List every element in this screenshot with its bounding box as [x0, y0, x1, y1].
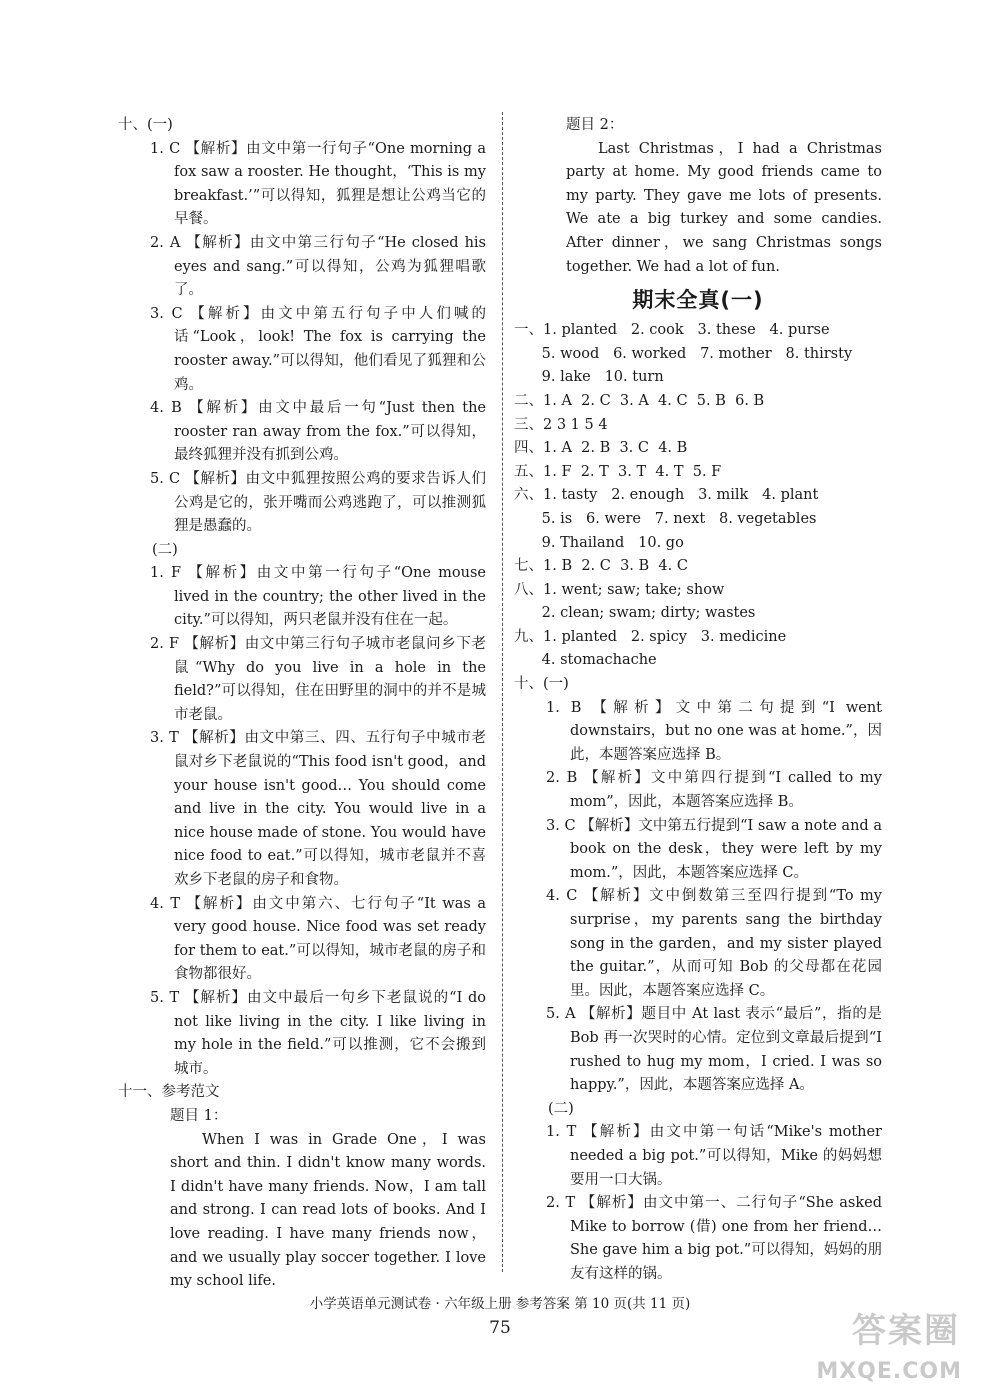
answer-item: 2. T 【解析】由文中第一、二行句子“She asked Mike to borrow (借) one from her friend…She gave him a big pot.”可以得知，妈妈的朋友有这样的锅。: [546, 1195, 882, 1282]
left-column: [118, 114, 486, 1294]
answer-line: 二、1. A 2. C 3. A 4. C 5. B 6. B: [514, 392, 765, 409]
answer-line: 4. stomachache: [514, 652, 657, 669]
topic-1-essay: When I was in Grade One，I was short and thin. I didn't know many words. I didn't have many friends. Now，I am tall and strong. I can read lots of books. And I love reading. I have many friends now，and we usually play soccer together. I love my school life.: [170, 1131, 486, 1290]
right-column: [514, 114, 882, 1287]
section-10-heading: 十、(一): [514, 676, 569, 693]
answer-item: 2. F 【解析】由文中第三行句子城市老鼠问乡下老鼠“Why do you live in a hole in the field?”可以得知，住在田野里的洞中的并不是城市老鼠。: [150, 636, 486, 723]
answer-item: 1. T 【解析】由文中第一句话“Mike's mother needed a big pot.”可以得知，Mike 的妈妈想要用一口大锅。: [546, 1124, 882, 1188]
answer-line: 一、1. planted 2. cook 3. these 4. purse: [514, 322, 830, 339]
answer-item: 5. A 【解析】题目中 At last 表示“最后”，指的是 Bob 再一次哭时的心情。定位到文章最后提到“I rushed to hug my mom，I cried. I was so happy.”，因此，本题答案应选择 A。: [546, 1006, 882, 1094]
answer-item: 1. F 【解析】由文中第一行句子“One mouse lived in the country; the other lived in the city.”可以得知，两只老鼠并没有住在一起。: [150, 565, 486, 629]
topic-1-label: 题目 1：: [170, 1107, 228, 1124]
answer-item: 4. C 【解析】文中倒数第三至四行提到“To my surprise，my parents sang the birthday song in the garden，and my sister played the guitar.”，从而可知 Bob 的父母都在花园里。因此，本题答案应选择 C。: [546, 888, 882, 999]
answer-item: 5. C 【解析】由文中狐狸按照公鸡的要求告诉人们公鸡是它的，张开嘴而公鸡逃跑了，可以推测狐狸是愚蠢的。: [150, 470, 486, 535]
exam-title: 期末全真(一): [632, 288, 764, 313]
page-footer: 小学英语单元测试卷 · 六年级上册 参考答案 第 10 页(共 11 页): [309, 1296, 691, 1312]
topic-2-essay: Last Christmas，I had a Christmas party at home. My good friends came to my party. They gave me lots of presents. We ate a big turkey and some candies. After dinner，we sang Christmas songs together. We had a lot of fun.: [566, 140, 882, 275]
watermark-logo-text: 答案圈: [852, 1311, 960, 1351]
page-number: 75: [489, 1318, 511, 1338]
answer-line: 三、2 3 1 5 4: [514, 416, 608, 433]
part-2-heading: (二): [548, 1100, 574, 1117]
answer-item: 3. T 【解析】由文中第三、四、五行句子中城市老鼠对乡下老鼠说的“This food isn't good，and your house isn't good… You should come and live in the city. You would live in a nice house made of stone. You would have nice food to eat.”可以得知，城市老鼠并不喜欢乡下老鼠的房子和食物。: [150, 730, 486, 888]
part-2-heading: (二): [152, 541, 178, 558]
answer-line: 2. clean; swam; dirty; wastes: [514, 605, 756, 622]
column-divider: [502, 112, 503, 1272]
section-11-heading: 十一、参考范文: [118, 1084, 220, 1101]
answer-item: 3. C 【解析】由文中第五行句子中人们喊的话“Look，look! The fox is carrying the rooster away.”可以得知，他们看见了狐狸和公鸡。: [150, 305, 486, 393]
answer-item: 4. B 【解析】由文中最后一句“Just then the rooster ran away from the fox.”可以得知，最终狐狸并没有抓到公鸡。: [150, 400, 486, 464]
section-10-heading: 十、(一): [118, 117, 173, 133]
answer-item: 1. B 【解析】文中第二句提到“I went downstairs，but no one was at home.”，因此，本题答案应选择 B。: [546, 699, 882, 763]
answer-item: 2. B 【解析】文中第四行提到“I called to my mom”，因此，本题答案应选择 B。: [546, 770, 882, 811]
answer-line: 9. lake 10. turn: [514, 369, 664, 386]
answer-item: 1. C 【解析】由文中第一行句子“One morning a fox saw a rooster. He thought，‘This is my breakfast.’”可以得知，狐狸是想让公鸡当它的早餐。: [150, 140, 486, 228]
answer-line: 七、1. B 2. C 3. B 4. C: [514, 558, 688, 575]
answer-item: 3. C 【解析】文中第五行提到“I saw a note and a book on the desk，they were left by my mom.”，因此，本题答案应选择 C。: [546, 817, 882, 881]
answer-line: 六、1. tasty 2. enough 3. milk 4. plant: [514, 487, 819, 504]
answer-line: 五、1. F 2. T 3. T 4. T 5. F: [514, 463, 722, 480]
answer-line: 四、1. A 2. B 3. C 4. B: [514, 440, 688, 457]
answer-line: 9. Thailand 10. go: [514, 534, 684, 551]
watermark-url: MXQE.COM: [816, 1359, 962, 1384]
answer-line: 九、1. planted 2. spicy 3. medicine: [514, 628, 787, 645]
answer-line: 八、1. went; saw; take; show: [514, 581, 725, 598]
answer-item: 5. T 【解析】由文中最后一句乡下老鼠说的“I do not like living in the city. I like living in my hole in the field.”可以推测，它不会搬到城市。: [150, 989, 486, 1077]
answer-item: 2. A 【解析】由文中第三行句子“He closed his eyes and sang.”可以得知，公鸡为狐狸唱歌了。: [150, 234, 486, 299]
answer-line: 5. is 6. were 7. next 8. vegetables: [514, 510, 817, 527]
topic-2-label: 题目 2：: [566, 117, 624, 133]
answer-item: 4. T 【解析】由文中第六、七行句子“It was a very good house. Nice food was set ready for them to eat.”可以得知，城市老鼠的房子和食物都很好。: [150, 895, 486, 983]
answer-line: 5. wood 6. worked 7. mother 8. thirsty: [514, 345, 853, 362]
